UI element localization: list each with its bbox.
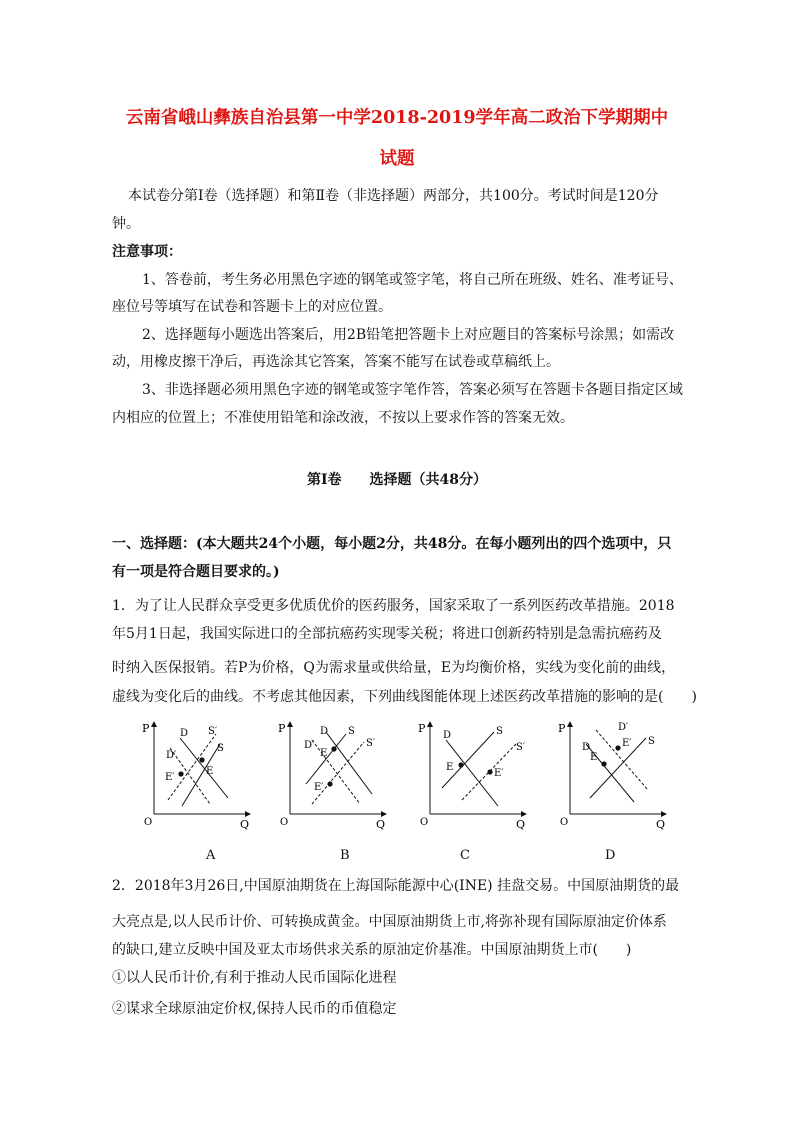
label-d-old: D	[443, 730, 452, 741]
axis-p-label: P	[418, 722, 426, 735]
axis-o-label: O	[560, 817, 569, 828]
question-2-line-2: 大亮点是,以人民币计价、可转换成黄金。中国原油期货上市,将弥补现有国际原油定价体系	[112, 914, 667, 930]
paper-title: 云南省峨山彝族自治县第一中学2018-2019学年高二政治下学期期中	[125, 108, 669, 128]
graph-option-b	[276, 718, 388, 830]
label-d-old: D	[320, 726, 329, 737]
label-e-old: E	[446, 762, 454, 773]
question-1-line-4: 虚线为变化后的曲线。不考虑其他因素，下列曲线图能体现上述医药改革措施的影响的是( )	[112, 689, 697, 705]
intro-line-1: 本试卷分第Ⅰ卷（选择题）和第Ⅱ卷（非选择题）两部分，共100分。考试时间是120分	[128, 188, 659, 204]
label-e-new: E′	[622, 738, 632, 749]
axis-p-label: P	[558, 722, 566, 735]
question-1-line-1: 1．为了让人民群众享受更多优质优价的医药服务，国家采取了一系列医药改革措施。2018	[112, 598, 675, 614]
graph-option-c	[416, 718, 528, 830]
label-s-old: S	[348, 726, 355, 737]
equilibrium-point-old	[199, 757, 204, 762]
label-s-old: S	[217, 743, 224, 754]
question-2-option-2: ②谋求全球原油定价权,保持人民币的币值稳定	[112, 1001, 397, 1017]
axis-o-label: O	[144, 817, 153, 828]
equilibrium-point-new	[327, 781, 332, 786]
axis-o-label: O	[420, 817, 429, 828]
axis-o-label: O	[280, 817, 289, 828]
equilibrium-point-new	[615, 745, 620, 750]
note-2-line-1: 2、选择题每小题选出答案后，用2B铅笔把答题卡上对应题目的答案标号涂黑；如需改	[142, 327, 675, 343]
label-d-new: D′	[618, 722, 629, 733]
axis-p-label: P	[278, 722, 286, 735]
equilibrium-point-old	[458, 762, 463, 767]
axis-q-label: Q	[240, 818, 250, 830]
question-1-line-2: 年5月1日起，我国实际进口的全部抗癌药实现零关税；将进口创新药特别是急需抗癌药及	[112, 626, 662, 642]
label-e-old: E	[206, 766, 214, 777]
label-s-new: S′	[366, 738, 376, 749]
equilibrium-point-new	[487, 769, 492, 774]
axis-q-label: Q	[516, 818, 526, 830]
label-d-old: D	[180, 728, 189, 739]
label-e-old: E	[590, 752, 598, 763]
graph-option-d	[556, 718, 668, 830]
note-2-line-2: 动，用橡皮擦干净后，再选涂其它答案，答案不能写在试卷或草稿纸上。	[112, 354, 560, 370]
label-d-new: D′	[304, 740, 315, 751]
question-2-line-1: 2．2018年3月26日,中国原油期货在上海国际能源中心(INE) 挂盘交易。中国原油期货的最	[112, 878, 680, 894]
question-2-option-1: ①以人民币计价,有利于推动人民币国际化进程	[112, 970, 397, 986]
label-d-new: D′	[166, 750, 177, 761]
note-1-line-1: 1、答卷前，考生务必用黑色字迹的钢笔或签字笔，将自己所在班级、姓名、准考证号、	[142, 272, 683, 288]
label-e-old: E	[320, 748, 328, 759]
graph-option-a	[140, 718, 252, 830]
axis-p-label: P	[142, 722, 150, 735]
supply-curve-old	[182, 744, 220, 806]
notes-heading: 注意事项：	[112, 244, 182, 260]
label-s-new: S′	[208, 726, 218, 737]
note-3-line-1: 3、非选择题必须用黑色字迹的钢笔或签字笔作答，答案必须写在答题卡各题目指定区域	[142, 382, 683, 398]
intro-line-2: 钟。	[112, 216, 140, 232]
label-e-new: E′	[494, 768, 504, 779]
label-s-old: S	[496, 726, 503, 737]
axis-q-label: Q	[656, 818, 666, 830]
note-3-line-2: 内相应的位置上；不准使用铅笔和涂改液，不按以上要求作答的答案无效。	[112, 410, 574, 426]
equilibrium-point-old	[331, 746, 336, 751]
part-1-heading: 第Ⅰ卷 选择题（共48分）	[306, 472, 488, 488]
section-1-line-2: 有一项是符合题目要求的。)	[112, 564, 280, 580]
label-s-new: S′	[516, 742, 526, 753]
label-e-new: E′	[165, 772, 175, 783]
question-1-line-3: 时纳入医保报销。若P为价格，Q为需求量或供给量，E为均衡价格，实线为变化前的曲线，	[112, 660, 676, 676]
label-e-new: E′	[314, 782, 324, 793]
graph-c-option-label: C	[460, 848, 470, 863]
graph-b-option-label: B	[340, 848, 350, 863]
graph-d-option-label: D	[605, 848, 616, 863]
paper-title-continued: 试题	[379, 149, 415, 169]
equilibrium-point-old	[601, 761, 606, 766]
axis-q-label: Q	[376, 818, 386, 830]
graph-a-option-label: A	[206, 848, 216, 863]
question-2-line-3: 的缺口,建立反映中国及亚太市场供求关系的原油定价基准。中国原油期货上市( )	[112, 942, 632, 958]
note-1-line-2: 座位号等填写在试卷和答题卡上的对应位置。	[112, 299, 392, 315]
equilibrium-point-new	[178, 771, 183, 776]
label-d-old: D	[582, 742, 591, 753]
section-1-line-1: 一、选择题：(本大题共24个小题，每小题2分，共48分。在每小题列出的四个选项中，只	[112, 536, 672, 552]
label-s-old: S	[648, 736, 655, 747]
